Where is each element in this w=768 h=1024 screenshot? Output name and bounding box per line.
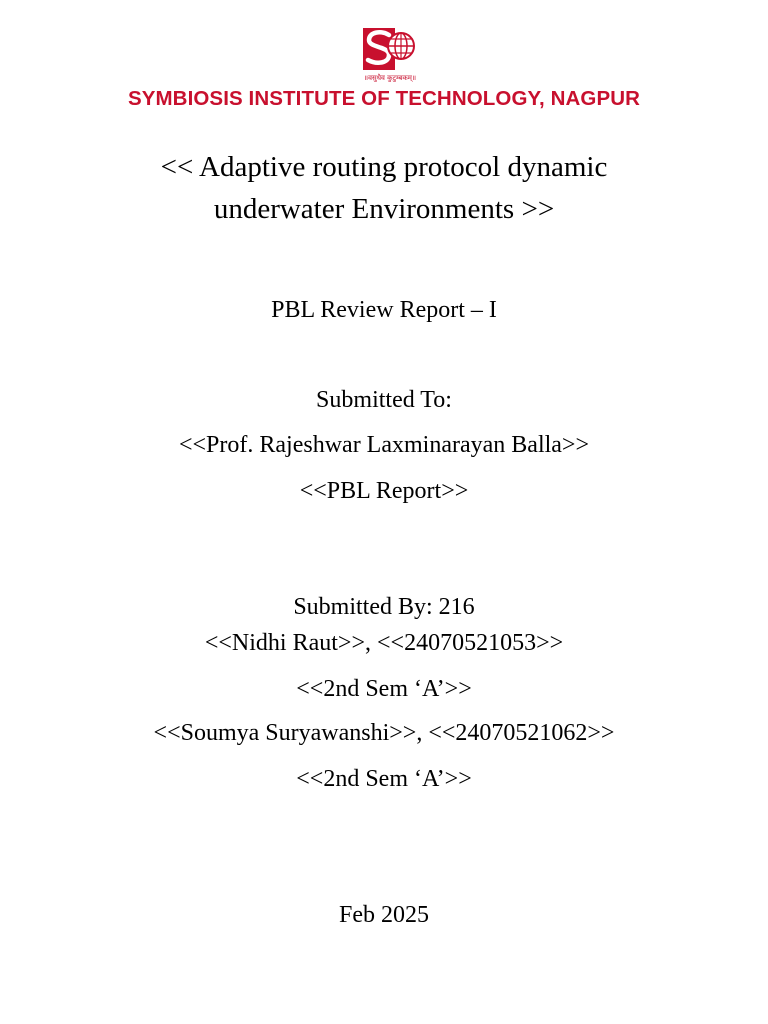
institute-name: SYMBIOSIS INSTITUTE OF TECHNOLOGY, NAGPUR — [127, 87, 641, 110]
student-name-id: <<Nidhi Raut>>, <<24070521053>> — [204, 630, 564, 656]
report-type: PBL Review Report – I — [271, 297, 497, 323]
submitted-to-label: Submitted To: — [316, 387, 452, 413]
student-name-id: <<Soumya Suryawanshi>>, <<24070521062>> — [153, 720, 615, 746]
student-semester: <<2nd Sem ‘A’>> — [296, 676, 472, 702]
submitted-by-label: Submitted By: 216 — [293, 594, 475, 620]
professor-name: <<Prof. Rajeshwar Laxminarayan Balla>> — [178, 432, 589, 458]
project-title-line-1: << Adaptive routing protocol dynamic — [160, 151, 608, 183]
symbiosis-logo — [359, 27, 417, 83]
student-semester: <<2nd Sem ‘A’>> — [296, 766, 472, 792]
report-subject: <<PBL Report>> — [299, 478, 469, 504]
project-title-line-2: underwater Environments >> — [213, 193, 555, 225]
logo-motto: ॥वसुधैव कुटुम्बकम्॥ — [363, 74, 417, 82]
report-date: Feb 2025 — [339, 902, 429, 928]
